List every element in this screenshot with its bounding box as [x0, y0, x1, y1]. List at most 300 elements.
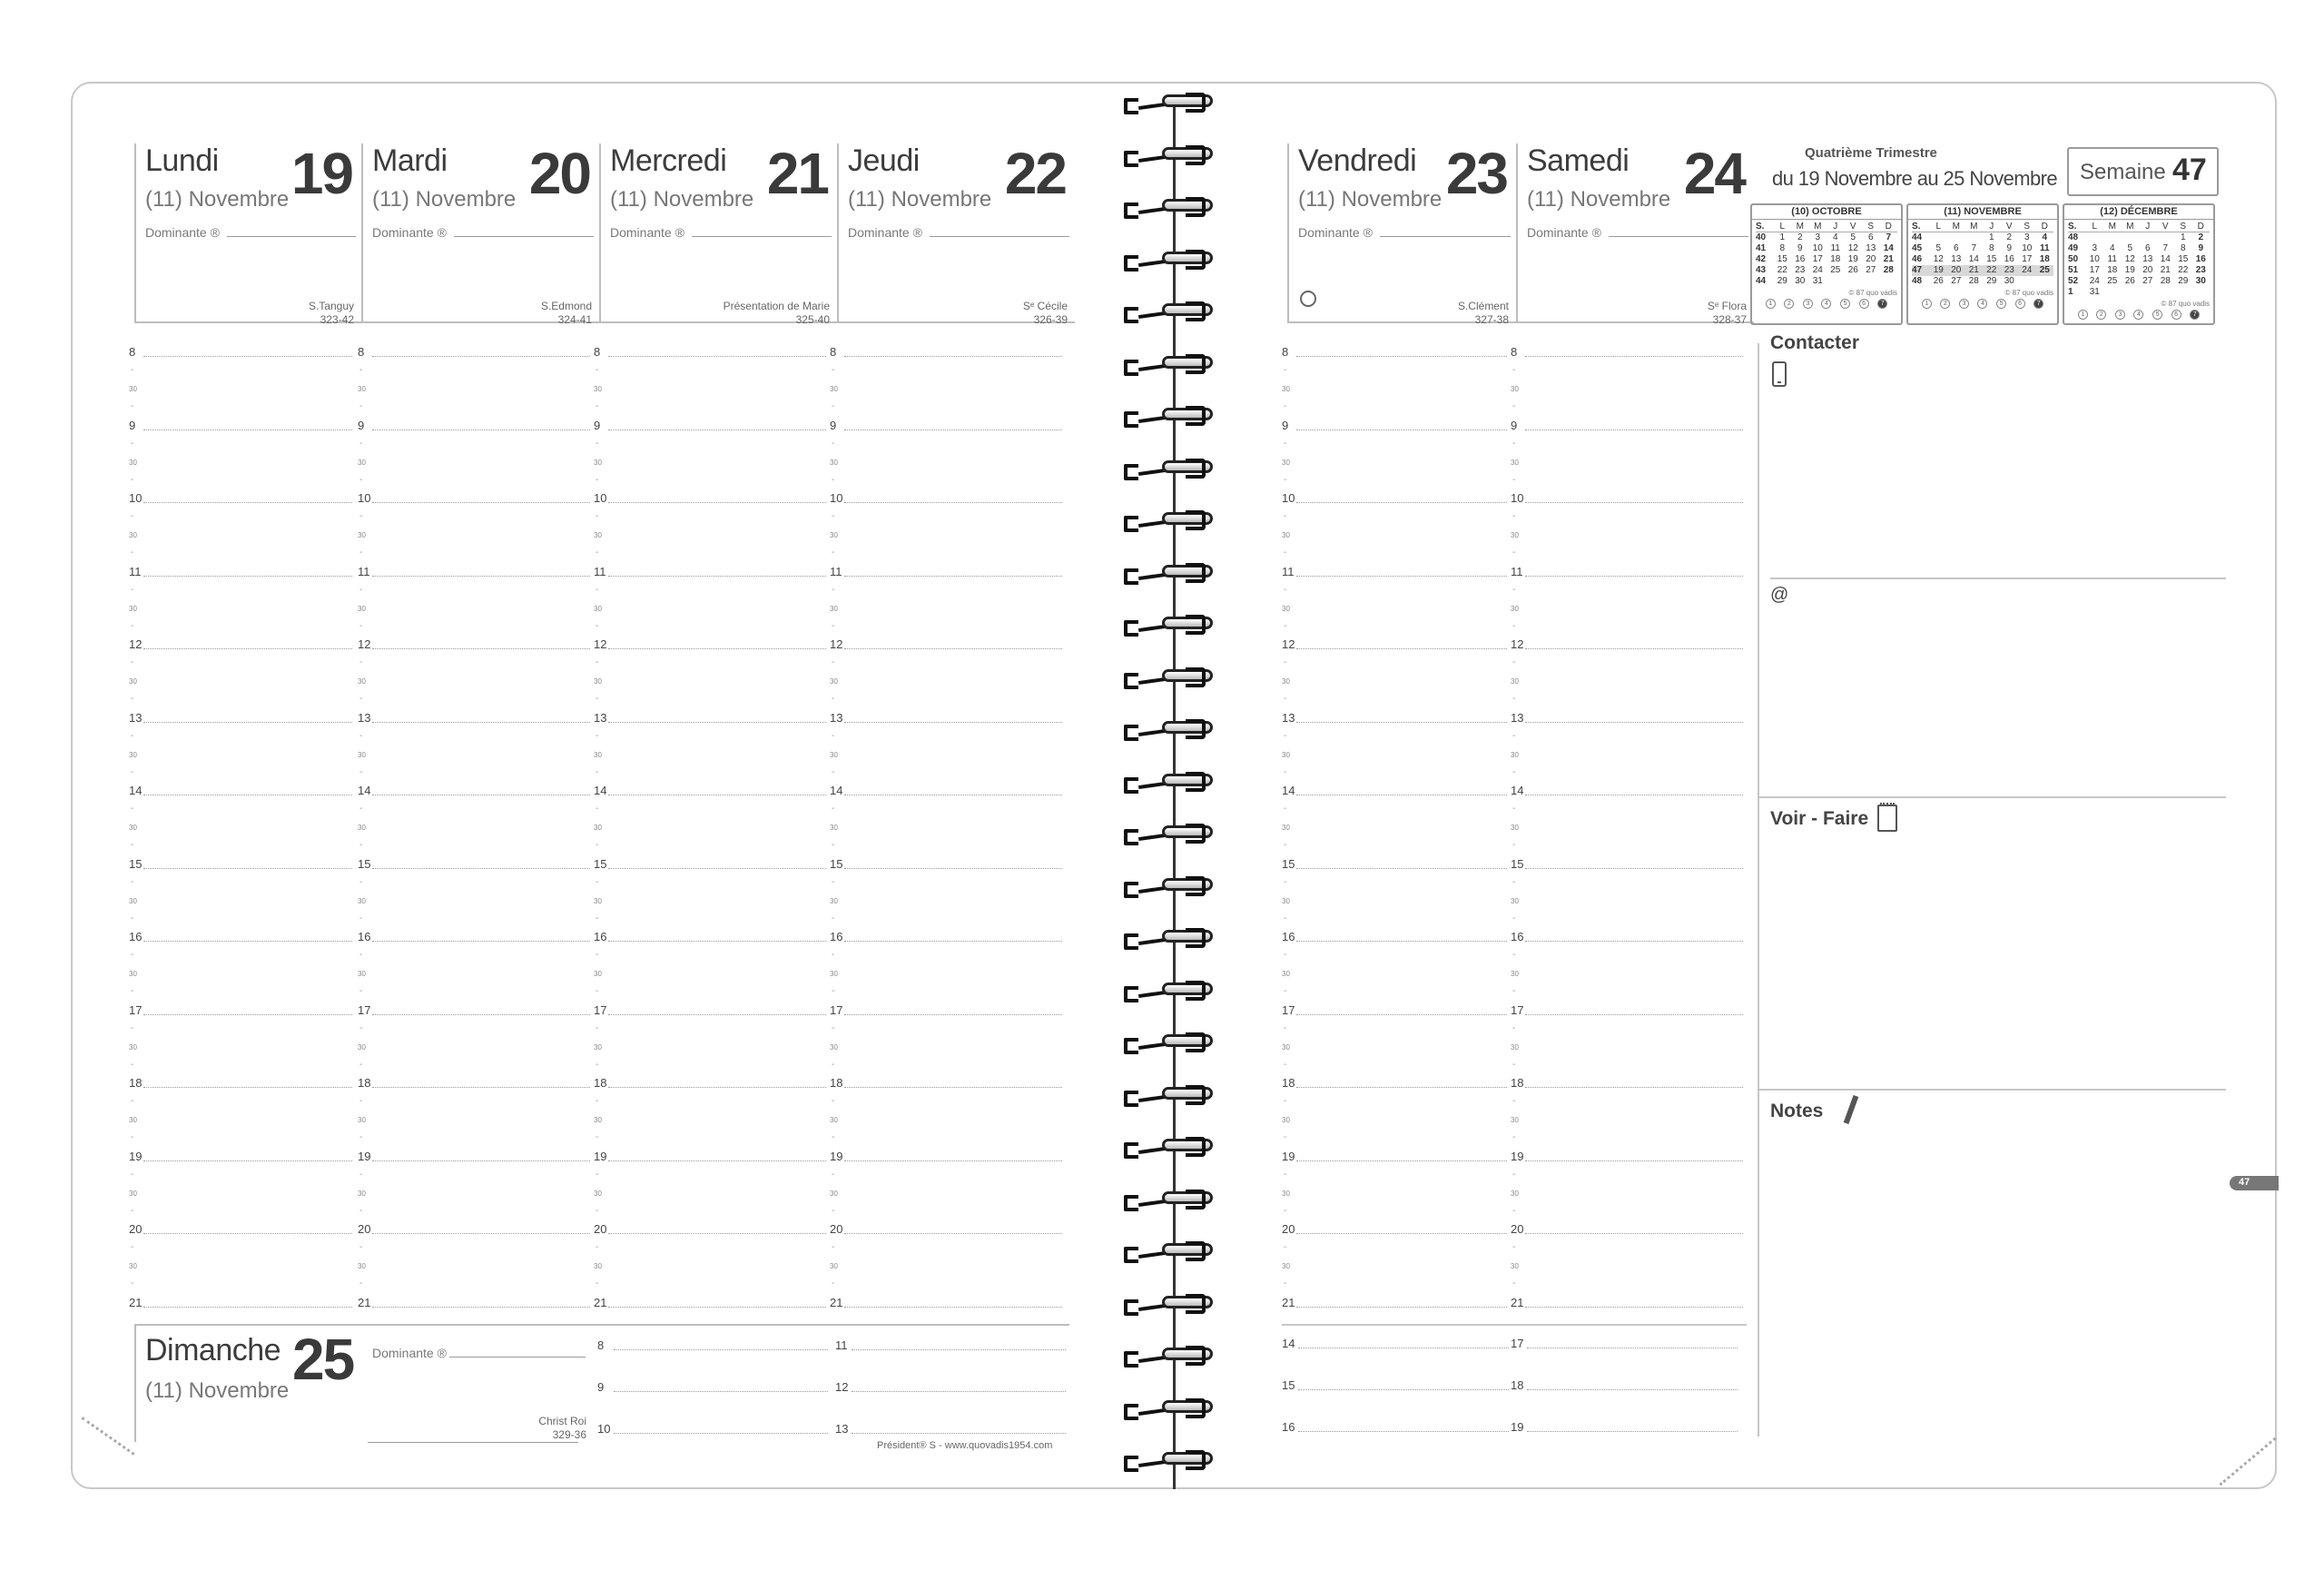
- calendar-day-cell: 30: [2195, 276, 2206, 286]
- hour-line[interactable]: [143, 1014, 352, 1015]
- calendar-footer: © 87 quo vadis: [1848, 289, 1897, 297]
- calendar-day-cell: [2086, 232, 2104, 243]
- hour-line[interactable]: [372, 1233, 590, 1234]
- half-hour-label: 30: [830, 677, 838, 686]
- half-hour-label: 30: [1511, 970, 1519, 978]
- hour-line[interactable]: [143, 1307, 352, 1308]
- calendar-day-cell: [1862, 276, 1880, 287]
- hour-line[interactable]: [844, 941, 1062, 942]
- dominante-label: Dominante ®: [372, 1346, 447, 1360]
- hour-label: 14: [358, 784, 371, 797]
- calendar-day-cell: 26: [2124, 276, 2135, 286]
- half-hour-label: 30: [594, 1042, 602, 1052]
- page-tab: [2230, 1176, 2279, 1190]
- hour-line[interactable]: [1296, 502, 1507, 503]
- hour-line[interactable]: [1525, 941, 1743, 942]
- calendar-week-row: [1756, 254, 1897, 265]
- hour-line[interactable]: [844, 1307, 1062, 1308]
- quarter-dash: -: [1512, 511, 1516, 521]
- quarter-dash: -: [1284, 1242, 1287, 1252]
- hour-line[interactable]: [372, 1307, 590, 1308]
- extra-hour-line[interactable]: [1298, 1389, 1509, 1390]
- hour-line[interactable]: [608, 941, 826, 942]
- hour-line[interactable]: [1525, 1307, 1743, 1308]
- quarter-dash: -: [359, 474, 363, 485]
- hour-line[interactable]: [372, 1014, 590, 1015]
- extra-hour-line[interactable]: [1527, 1431, 1738, 1432]
- weekday-dot: 3: [1803, 299, 1813, 309]
- weekday-dot: 3: [2115, 310, 2125, 320]
- spiral-ring: [1122, 1188, 1231, 1215]
- calendar-day-cell: [1947, 232, 1965, 243]
- spiral-ring: [1122, 822, 1231, 849]
- hour-label: 20: [830, 1222, 843, 1236]
- calendar-day-cell: [1880, 276, 1898, 287]
- voir-line: [1758, 1089, 2226, 1091]
- contact-line: [1770, 578, 2226, 579]
- hour-line[interactable]: [844, 722, 1062, 723]
- calendar-day-cell: 1: [1779, 232, 1786, 242]
- sunday-hour-line[interactable]: [852, 1433, 1066, 1434]
- hour-line[interactable]: [608, 1233, 826, 1234]
- weekday-dot: 7: [2190, 310, 2200, 320]
- atline: [1758, 796, 2226, 798]
- hour-line[interactable]: [844, 868, 1062, 869]
- hour-line[interactable]: [143, 1233, 352, 1234]
- sunday-hour-line[interactable]: [614, 1349, 828, 1350]
- calendar-day-cell: 22: [1986, 265, 1997, 275]
- calendar-day-cell: 18: [2039, 254, 2050, 264]
- day-header-3: [837, 141, 1075, 326]
- hour-label: 12: [1511, 637, 1524, 651]
- calendar-header-cell: V: [1849, 222, 1856, 232]
- hour-line[interactable]: [608, 356, 826, 357]
- half-hour-label: 30: [830, 458, 838, 467]
- hour-line[interactable]: [143, 356, 352, 357]
- hour-line[interactable]: [143, 502, 352, 503]
- quarter-dash: -: [596, 766, 599, 777]
- calendar-day-cell: [2192, 287, 2211, 298]
- voir-faire-label: Voir - Faire: [1770, 808, 1869, 829]
- half-hour-label: 30: [1511, 677, 1519, 686]
- hour-line[interactable]: [608, 576, 826, 577]
- hour-label: 10: [129, 491, 143, 505]
- quarter-dash: -: [359, 766, 363, 777]
- quarter-dash: -: [832, 548, 835, 558]
- calendar-day-cell: 21: [2160, 265, 2171, 275]
- extra-hour-line[interactable]: [1298, 1431, 1509, 1432]
- calendar-day-cell: 12: [1847, 243, 1858, 253]
- calendar-day-cell: 18: [2107, 265, 2118, 275]
- week-number: 47: [2172, 153, 2207, 187]
- hour-label: 14: [129, 784, 143, 797]
- quarter-dash: -: [832, 804, 835, 814]
- dominante-line: [692, 236, 832, 237]
- quarter-dash: -: [832, 511, 835, 521]
- half-hour-label: 30: [129, 1262, 137, 1270]
- quarter-dash: -: [1512, 548, 1516, 558]
- hour-line[interactable]: [844, 1014, 1062, 1015]
- calendar-day-cell: 22: [1777, 265, 1787, 275]
- hour-line[interactable]: [844, 1087, 1062, 1088]
- half-hour-label: 30: [1511, 1189, 1519, 1198]
- half-hour-label: 30: [594, 1262, 602, 1270]
- hour-label: 12: [358, 637, 371, 651]
- hour-line[interactable]: [1296, 722, 1507, 723]
- half-hour-label: 30: [830, 1116, 838, 1124]
- hour-line[interactable]: [143, 576, 352, 577]
- calendar-day-cell: 22: [2178, 265, 2189, 275]
- hour-line[interactable]: [1525, 1014, 1743, 1015]
- quarter-dash: -: [596, 620, 599, 631]
- weekday-dot: 4: [1977, 299, 1987, 309]
- half-hour-label: 30: [830, 824, 838, 832]
- quarter-dash: -: [596, 694, 599, 704]
- hour-line[interactable]: [1296, 1160, 1507, 1161]
- calendar-day-cell: 3: [2092, 243, 2098, 253]
- calendar-day-cell: 6: [1953, 243, 1959, 253]
- calendar-day-cell: 14: [1883, 243, 1894, 253]
- hour-line[interactable]: [143, 868, 352, 869]
- calendar-header-cell: D: [2041, 222, 2048, 232]
- calendar-header-cell: L: [1779, 222, 1786, 232]
- day-of-year: 324-41: [557, 313, 592, 326]
- quarter-dash: -: [1284, 657, 1287, 667]
- hour-line[interactable]: [1525, 1087, 1743, 1088]
- hour-label: 20: [1282, 1222, 1295, 1236]
- calendar-day-cell: 21: [1968, 265, 1979, 275]
- quarter-dash: -: [596, 401, 599, 411]
- calendar-week-row: [1756, 243, 1897, 254]
- calendar-day-cell: 8: [1779, 243, 1786, 253]
- hour-line[interactable]: [372, 502, 590, 503]
- quarter-dash: -: [1284, 620, 1287, 631]
- calendar-day-cell: [1965, 232, 1984, 243]
- quarter-dash: -: [1284, 548, 1287, 558]
- calendar-footer: © 87 quo vadis: [2161, 300, 2210, 308]
- hour-line[interactable]: [143, 941, 352, 942]
- calendar-weekday-dots: [1752, 297, 1901, 309]
- calendar-header-cell: J: [2145, 222, 2151, 232]
- spiral-ring: [1122, 613, 1231, 640]
- quarter-dash: -: [359, 1242, 363, 1252]
- calendar-day-cell: 46: [1912, 254, 1923, 264]
- quarter-dash: -: [596, 1279, 599, 1289]
- hour-line[interactable]: [372, 648, 590, 649]
- calendar-day-cell: [2103, 232, 2122, 243]
- calendar-day-cell: 49: [2068, 243, 2079, 253]
- half-hour-label: 30: [1511, 385, 1519, 393]
- hour-line[interactable]: [372, 576, 590, 577]
- hour-label: 9: [830, 418, 837, 432]
- hour-line[interactable]: [844, 356, 1062, 357]
- spiral-ring: [1122, 404, 1231, 431]
- dominante-label: Dominante ®: [145, 225, 220, 240]
- quarter-dash: -: [1284, 438, 1287, 449]
- quarter-dash: -: [359, 840, 363, 850]
- hour-line[interactable]: [372, 356, 590, 357]
- half-hour-label: 30: [1282, 750, 1290, 759]
- quarter-dash: -: [596, 913, 599, 923]
- day-number: 24: [1683, 141, 1745, 206]
- saint-label: [1708, 300, 1747, 327]
- quarter-dash: -: [1284, 876, 1287, 887]
- hour-line[interactable]: [1296, 1307, 1507, 1308]
- quarter-dash: -: [596, 876, 599, 887]
- dominante-line: [1609, 236, 1748, 237]
- quarter-dash: -: [832, 401, 835, 411]
- calendar-week-row: [1756, 276, 1897, 287]
- quarter-dash: -: [832, 1059, 835, 1070]
- hour-line[interactable]: [1525, 868, 1743, 869]
- calendar-header-cell: S: [1867, 222, 1875, 232]
- quarter-dash: -: [1512, 1059, 1516, 1070]
- calendar-day-cell: 7: [2162, 243, 2169, 253]
- calendar-day-cell: 20: [2142, 265, 2153, 275]
- sunday-hour-line[interactable]: [614, 1433, 828, 1434]
- hour-label: 15: [358, 856, 371, 871]
- quarter-dash: -: [131, 730, 134, 741]
- saint-name: Présentation de Marie: [723, 300, 830, 312]
- calendar-weekday-dots: [1908, 297, 2057, 309]
- hour-line[interactable]: [372, 941, 590, 942]
- hour-line[interactable]: [1525, 722, 1743, 723]
- calendar-title: (12) DÉCEMBRE: [2064, 205, 2213, 220]
- quarter-dash: -: [1512, 620, 1516, 631]
- hour-label: 12: [830, 637, 843, 651]
- hour-line[interactable]: [844, 1233, 1062, 1234]
- spiral-ring: [1122, 1135, 1231, 1162]
- hour-line[interactable]: [1296, 1014, 1507, 1015]
- hour-line[interactable]: [143, 1087, 352, 1088]
- hour-label: 20: [1511, 1222, 1524, 1236]
- day-of-year: 328-37: [1712, 313, 1747, 326]
- quarter-dash: -: [131, 1242, 134, 1252]
- half-hour-label: 30: [1511, 604, 1519, 613]
- calendar-day-cell: [2174, 287, 2192, 298]
- calendar-week-row: [2068, 254, 2210, 265]
- saint-label: [724, 300, 830, 327]
- day-month: (11) Novembre: [145, 1378, 290, 1403]
- quarter-dash: -: [131, 1205, 134, 1216]
- hour-label: 21: [1282, 1295, 1295, 1309]
- half-hour-label: 30: [129, 1116, 137, 1124]
- quarter-dash: -: [1512, 1132, 1516, 1142]
- half-hour-label: 30: [358, 1042, 366, 1052]
- calendar-day-cell: 40: [1756, 232, 1767, 242]
- hour-line[interactable]: [608, 1307, 826, 1308]
- hour-line[interactable]: [1525, 1233, 1743, 1234]
- hour-line[interactable]: [1525, 502, 1743, 503]
- quarter-dash: -: [1512, 730, 1516, 741]
- half-hour-label: 30: [594, 750, 602, 759]
- quarter-dash: -: [359, 1132, 363, 1142]
- hour-line[interactable]: [1525, 648, 1743, 649]
- panel-divider: [1758, 343, 1759, 1437]
- quarter-dash: -: [131, 1169, 134, 1180]
- hour-line[interactable]: [1296, 868, 1507, 869]
- hour-line[interactable]: [1296, 1233, 1507, 1234]
- quarter-dash: -: [1512, 804, 1516, 814]
- calendar-day-cell: 26: [1847, 265, 1858, 275]
- calendar-day-cell: 23: [2195, 265, 2206, 275]
- calendar-day-cell: 4: [2109, 243, 2115, 253]
- hour-label: 12: [594, 637, 607, 651]
- day-header-sunday: [134, 1324, 1069, 1451]
- hour-line[interactable]: [372, 1087, 590, 1088]
- half-hour-label: 30: [1282, 604, 1290, 613]
- calendar-day-cell: 9: [1797, 243, 1803, 253]
- dominante-label: Dominante ®: [848, 225, 922, 240]
- hour-label: 19: [358, 1149, 371, 1163]
- weekday-dot: 2: [2096, 310, 2106, 320]
- calendar-day-cell: 48: [1912, 276, 1923, 286]
- hour-label: 8: [1511, 345, 1518, 359]
- quarter-dash: -: [359, 1096, 363, 1106]
- day-name: Dimanche: [145, 1333, 281, 1368]
- day-header-2: [599, 141, 837, 326]
- half-hour-label: 30: [594, 531, 602, 539]
- hour-line[interactable]: [143, 648, 352, 649]
- hour-line[interactable]: [608, 648, 826, 649]
- hour-line[interactable]: [143, 722, 352, 723]
- calendar-day-cell: 30: [1795, 276, 1806, 286]
- spiral-ring: [1122, 1083, 1231, 1111]
- hour-label: 13: [1282, 710, 1295, 725]
- hour-label: 10: [830, 491, 843, 505]
- spiral-ring: [1122, 352, 1231, 380]
- spiral-ring: [1122, 143, 1231, 171]
- calendar-day-cell: 29: [1986, 276, 1997, 286]
- quarter-dash: -: [1284, 730, 1287, 741]
- hour-label: 14: [594, 784, 607, 797]
- day-of-year: 323-42: [320, 313, 354, 326]
- hour-label: 17: [1282, 1002, 1295, 1017]
- half-hour-label: 30: [1282, 1189, 1290, 1198]
- hour-label: 12: [129, 637, 143, 651]
- hour-line[interactable]: [844, 576, 1062, 577]
- hour-line[interactable]: [372, 722, 590, 723]
- mini-calendar: [1750, 203, 1903, 325]
- calendar-header-cell: S.: [1756, 222, 1765, 232]
- hour-line[interactable]: [1296, 356, 1507, 357]
- sunday-hour-line[interactable]: [614, 1391, 828, 1392]
- calendar-day-cell: 24: [2022, 265, 2033, 275]
- calendar-day-cell: 10: [1812, 243, 1823, 253]
- hour-line[interactable]: [608, 1087, 826, 1088]
- calendar-day-cell: 15: [1777, 254, 1787, 264]
- hour-line[interactable]: [844, 1160, 1062, 1161]
- calendar-day-cell: 23: [2004, 265, 2014, 275]
- hour-line[interactable]: [608, 1160, 826, 1161]
- dominante-label: Dominante ®: [1527, 225, 1601, 240]
- saint-label: [541, 300, 592, 327]
- hour-label: 20: [129, 1222, 143, 1236]
- hour-line[interactable]: [1525, 576, 1743, 577]
- quarter-dash: -: [131, 401, 134, 411]
- extra-hour-line[interactable]: [1527, 1389, 1738, 1390]
- hour-label: 11: [1282, 564, 1295, 578]
- calendar-day-cell: 31: [2089, 287, 2100, 297]
- day-name: Jeudi: [848, 143, 920, 178]
- calendar-day-cell: [1930, 232, 1948, 243]
- sunday-hour-line[interactable]: [852, 1349, 1066, 1350]
- hour-line[interactable]: [608, 1014, 826, 1015]
- sunday-hour-line[interactable]: [852, 1391, 1066, 1392]
- hour-line[interactable]: [1296, 576, 1507, 577]
- weekday-dot: 1: [1766, 299, 1776, 309]
- quarter-dash: -: [131, 1279, 134, 1289]
- half-hour-label: 30: [1282, 1262, 1290, 1270]
- hour-line[interactable]: [1525, 356, 1743, 357]
- saint-label: [1023, 300, 1068, 327]
- spiral-ring: [1122, 1448, 1231, 1476]
- quarter-dash: -: [359, 730, 363, 741]
- hour-line[interactable]: [1525, 1160, 1743, 1161]
- day-month: (11) Novembre: [372, 187, 517, 212]
- hour-line[interactable]: [1296, 1087, 1507, 1088]
- hour-line[interactable]: [608, 868, 826, 869]
- hour-line[interactable]: [608, 502, 826, 503]
- quarter-dash: -: [832, 657, 835, 667]
- hour-label: 10: [358, 491, 371, 505]
- hour-line[interactable]: [1296, 941, 1507, 942]
- hour-line[interactable]: [372, 1160, 590, 1161]
- hour-line[interactable]: [844, 502, 1062, 503]
- calendar-day-cell: 25: [1830, 265, 1841, 275]
- quarter-dash: -: [359, 1169, 363, 1180]
- half-hour-label: 30: [129, 824, 137, 832]
- day-number: 21: [766, 141, 828, 206]
- calendar-header-cell: M: [1952, 222, 1960, 232]
- calendar-day-cell: [2122, 232, 2140, 243]
- calendar-day-cell: 14: [1968, 254, 1979, 264]
- calendar-day-cell: 24: [2089, 276, 2100, 286]
- half-hour-label: 30: [830, 970, 838, 978]
- calendar-day-cell: 17: [2089, 265, 2100, 275]
- quarter-dash: -: [1284, 1279, 1287, 1289]
- hour-line[interactable]: [608, 722, 826, 723]
- quarter-dash: -: [596, 1169, 599, 1180]
- half-hour-label: 30: [1282, 824, 1290, 832]
- day-header-1: [361, 141, 599, 326]
- calendar-day-cell: 14: [2160, 254, 2171, 264]
- hour-label: 17: [594, 1002, 607, 1017]
- hour-line[interactable]: [844, 648, 1062, 649]
- quarter-dash: -: [131, 657, 134, 667]
- half-hour-label: 30: [594, 1189, 602, 1198]
- half-hour-label: 30: [358, 458, 366, 467]
- hour-line[interactable]: [143, 1160, 352, 1161]
- calendar-day-cell: 51: [2068, 265, 2079, 275]
- calendar-day-cell: [1827, 276, 1845, 287]
- hour-line[interactable]: [1296, 648, 1507, 649]
- half-hour-label: 30: [358, 1189, 366, 1198]
- quarter-dash: -: [596, 1242, 599, 1252]
- calendar-day-cell: 44: [1912, 232, 1923, 242]
- calendar-day-cell: 19: [1847, 254, 1858, 264]
- saint-name: Sᵉ Flora: [1707, 300, 1747, 312]
- half-hour-label: 30: [830, 896, 838, 905]
- publisher-credit: Président® S - www.quovadis1954.com: [877, 1440, 1053, 1451]
- weekday-dot: 4: [1821, 299, 1831, 309]
- day-month: (11) Novembre: [1527, 187, 1671, 212]
- quarter-dash: -: [596, 1096, 599, 1106]
- hour-line[interactable]: [372, 868, 590, 869]
- hour-label: 8: [1282, 345, 1289, 359]
- calendar-day-cell: 43: [1756, 265, 1767, 275]
- quarter-dash: -: [1512, 766, 1516, 777]
